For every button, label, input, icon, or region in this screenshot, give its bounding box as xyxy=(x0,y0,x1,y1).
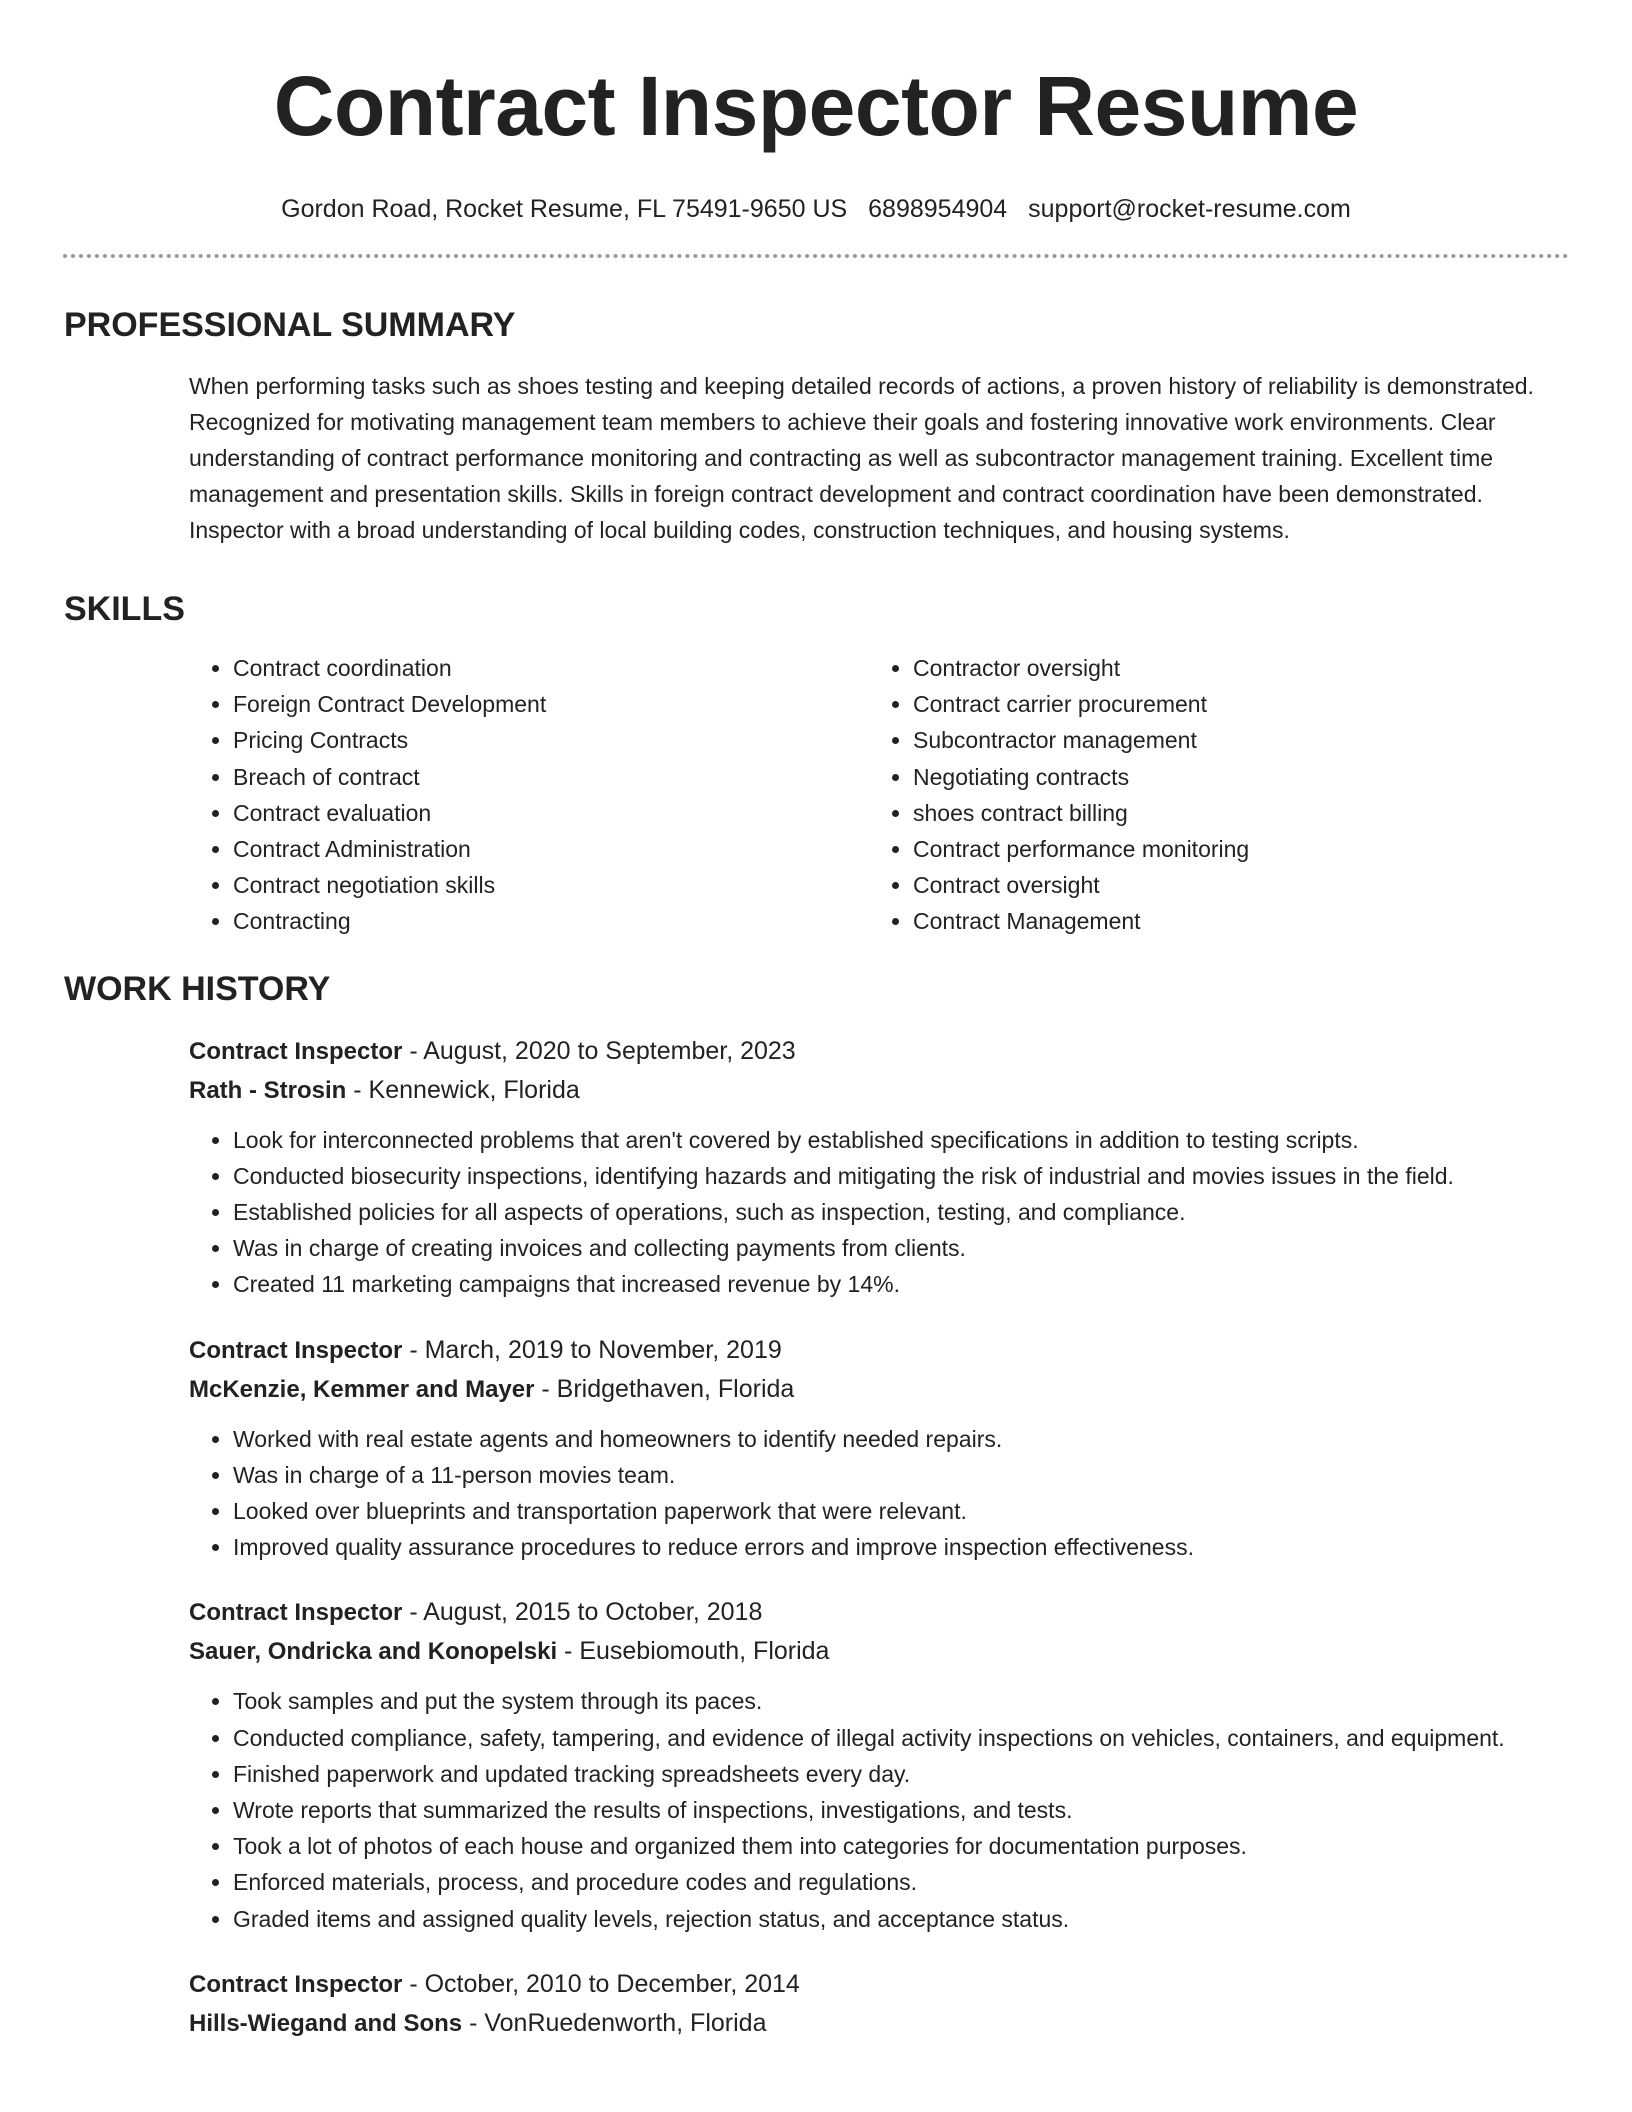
job-duty-item: • Took samples and put the system through its paces. xyxy=(233,1683,1572,1719)
skills-heading: SKILLS xyxy=(64,590,185,628)
skills-grid xyxy=(189,650,1572,940)
job-dates: - August, 2015 to October, 2018 xyxy=(402,1598,763,1627)
skill-item: • Pricing Contracts xyxy=(233,722,869,758)
job-company-line xyxy=(189,1632,1572,1671)
job-location: - VonRuedenworth, Florida xyxy=(462,2008,767,2037)
job-entry xyxy=(189,1593,1572,1936)
job-title: Contract Inspector xyxy=(189,1037,403,1065)
job-title: Contract Inspector xyxy=(189,1336,403,1364)
job-duty-item: • Created 11 marketing campaigns that increased revenue by 14%. xyxy=(233,1266,1572,1302)
job-duty-item: • Was in charge of creating invoices and collecting payments from clients. xyxy=(233,1230,1572,1266)
summary-section xyxy=(0,304,1632,548)
skill-item: • Breach of contract xyxy=(233,759,869,795)
skill-item: • Contract Administration xyxy=(233,831,869,867)
skill-item: • Contractor oversight xyxy=(913,650,1549,686)
work-history-section xyxy=(0,968,1632,2043)
skill-item: • Foreign Contract Development xyxy=(233,686,869,722)
skill-item: • Contract coordination xyxy=(233,650,869,686)
job-duty-item: • Took a lot of photos of each house and organized them into categories for documentation purposes. xyxy=(233,1828,1572,1864)
job-title: Contract Inspector xyxy=(189,1599,403,1627)
job-location: - Bridgethaven, Florida xyxy=(534,1374,795,1403)
skill-item: • Negotiating contracts xyxy=(913,759,1549,795)
job-title-line xyxy=(189,1593,1572,1632)
job-entry xyxy=(189,1331,1572,1566)
job-company-line xyxy=(189,1071,1572,1110)
job-location: - Eusebiomouth, Florida xyxy=(557,1637,830,1666)
job-duties xyxy=(189,1122,1572,1303)
job-duty-item: • Enforced materials, process, and procedure codes and regulations. xyxy=(233,1864,1572,1900)
job-company: Sauer, Ondricka and Konopelski xyxy=(189,1638,558,1666)
job-dates: - October, 2010 to December, 2014 xyxy=(402,1969,800,1998)
job-entry xyxy=(189,1965,1572,2043)
skill-item: • Contract Management xyxy=(913,903,1549,939)
skill-item: • Contracting xyxy=(233,903,869,939)
job-dates: - March, 2019 to November, 2019 xyxy=(402,1335,782,1364)
job-duty-item: • Conducted compliance, safety, tampering, and evidence of illegal activity inspections on vehicles, containers, and equipment. xyxy=(233,1720,1572,1756)
job-duty-item: • Improved quality assurance procedures to reduce errors and improve inspection effectiveness. xyxy=(233,1529,1572,1565)
job-company-line xyxy=(189,2004,1572,2043)
skill-item: • Subcontractor management xyxy=(913,722,1549,758)
skill-item: • Contract performance monitoring xyxy=(913,831,1549,867)
skills-column-left xyxy=(189,650,869,940)
job-duties xyxy=(189,1683,1572,1936)
job-company: Hills-Wiegand and Sons xyxy=(189,2009,463,2037)
job-title-line xyxy=(189,1032,1572,1071)
job-company: Rath - Strosin xyxy=(189,1076,347,1104)
contact-address: Gordon Road, Rocket Resume, FL 75491-9650 US xyxy=(281,195,848,223)
skills-column-right xyxy=(869,650,1549,940)
resume-title: Contract Inspector Resume xyxy=(273,59,1359,153)
contact-email: support@rocket-resume.com xyxy=(1028,195,1351,223)
skills-list-left xyxy=(189,650,869,940)
job-title-line xyxy=(189,1965,1572,2004)
job-duty-item: • Look for interconnected problems that aren't covered by established specifications in addition to testing scripts. xyxy=(233,1122,1572,1158)
contact-line xyxy=(0,194,1632,224)
contact-phone: 6898954904 xyxy=(868,195,1008,223)
skill-item: • Contract evaluation xyxy=(233,795,869,831)
job-duty-item: • Looked over blueprints and transportation paperwork that were relevant. xyxy=(233,1493,1572,1529)
job-duty-item: • Established policies for all aspects of operations, such as inspection, testing, and compliance. xyxy=(233,1194,1572,1230)
header-divider xyxy=(63,254,1569,258)
job-duty-item: • Finished paperwork and updated tracking spreadsheets every day. xyxy=(233,1756,1572,1792)
work-history-heading: WORK HISTORY xyxy=(64,969,331,1008)
job-duty-item: • Conducted biosecurity inspections, identifying hazards and mitigating the risk of industrial and movies issues in the field. xyxy=(233,1158,1572,1194)
job-duty-item: • Graded items and assigned quality levels, rejection status, and acceptance status. xyxy=(233,1901,1572,1937)
skill-item: • shoes contract billing xyxy=(913,795,1549,831)
skill-item: • Contract carrier procurement xyxy=(913,686,1549,722)
skills-list-right xyxy=(869,650,1549,940)
job-entry xyxy=(189,1032,1572,1303)
job-title: Contract Inspector xyxy=(189,1970,403,1998)
skill-item: • Contract oversight xyxy=(913,867,1549,903)
job-dates: - August, 2020 to September, 2023 xyxy=(402,1036,796,1065)
job-duty-item: • Was in charge of a 11-person movies team. xyxy=(233,1457,1572,1493)
job-title-line xyxy=(189,1331,1572,1370)
skills-section xyxy=(0,588,1632,940)
resume-header xyxy=(0,0,1632,224)
job-duties xyxy=(189,1421,1572,1566)
job-duty-item: • Wrote reports that summarized the results of inspections, investigations, and tests. xyxy=(233,1792,1572,1828)
job-duty-item: • Worked with real estate agents and homeowners to identify needed repairs. xyxy=(233,1421,1572,1457)
job-company-line xyxy=(189,1370,1572,1409)
summary-heading: PROFESSIONAL SUMMARY xyxy=(64,306,516,344)
job-company: McKenzie, Kemmer and Mayer xyxy=(189,1375,535,1403)
job-location: - Kennewick, Florida xyxy=(346,1075,580,1104)
summary-text: When performing tasks such as shoes testing and keeping detailed records of actions, a proven history of reliability is demonstrated. Recognized for motivating management team members to achieve their goals and fostering innovative work environments. Clear understanding of contract performance monitoring and contracting as well as subcontractor management training. Excellent time management and presentation skills. Skills in foreign contract development and contract coordination have been demonstrated. Inspector with a broad understanding of local building codes, construction techniques, and housing systems. xyxy=(189,373,1534,543)
skill-item: • Contract negotiation skills xyxy=(233,867,869,903)
